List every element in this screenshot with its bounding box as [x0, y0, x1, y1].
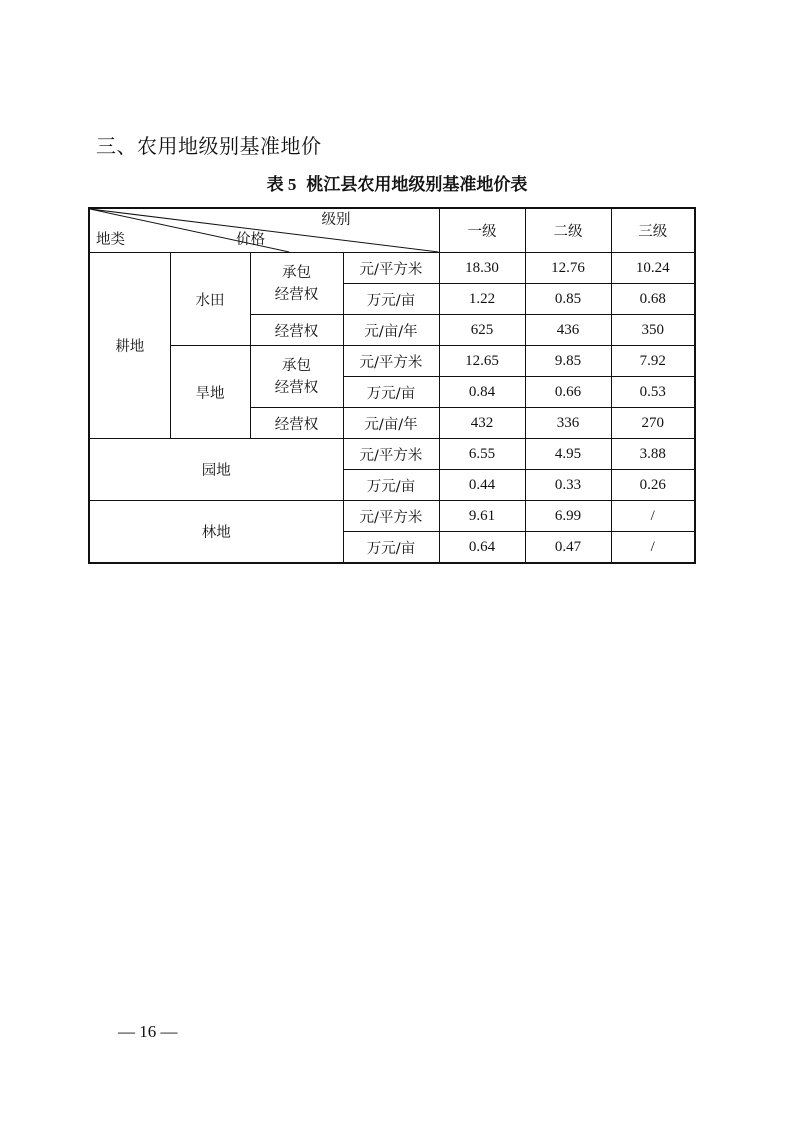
value-cell: 9.61 [439, 501, 525, 532]
header-grade-1: 一级 [439, 208, 525, 253]
paddy-contract-line2: 经营权 [274, 286, 319, 303]
header-grade-label: 级别 [321, 212, 351, 228]
value-cell: 10.24 [611, 253, 695, 284]
value-cell: 0.53 [611, 377, 695, 408]
paddy-contract-line1: 承包 [282, 264, 311, 281]
dry-operation-right-cell: 经营权 [250, 408, 343, 439]
value-cell: 0.26 [611, 470, 695, 501]
unit-cell: 万元/亩 [343, 532, 439, 564]
dry-contract-right-cell [250, 346, 343, 408]
unit-cell: 万元/亩 [343, 284, 439, 315]
value-cell: 7.92 [611, 346, 695, 377]
unit-cell: 万元/亩 [343, 377, 439, 408]
value-cell: 1.22 [439, 284, 525, 315]
value-cell: 6.99 [525, 501, 611, 532]
unit-cell: 元/平方米 [343, 439, 439, 470]
dry-land-cell: 旱地 [170, 346, 250, 439]
forest-land-cell: 林地 [89, 501, 343, 564]
table-row [89, 439, 695, 470]
unit-cell: 万元/亩 [343, 470, 439, 501]
table-number: 表 5 [266, 175, 297, 194]
table-row [89, 346, 695, 377]
unit-cell: 元/亩/年 [343, 408, 439, 439]
unit-cell: 元/平方米 [343, 346, 439, 377]
value-cell: 0.85 [525, 284, 611, 315]
value-cell: 0.84 [439, 377, 525, 408]
value-cell: 436 [525, 315, 611, 346]
value-cell: 18.30 [439, 253, 525, 284]
dry-contract-line1: 承包 [282, 357, 311, 374]
value-cell: 12.76 [525, 253, 611, 284]
unit-cell: 元/平方米 [343, 253, 439, 284]
value-cell: 625 [439, 315, 525, 346]
value-cell: 432 [439, 408, 525, 439]
header-grade-2: 二级 [525, 208, 611, 253]
value-cell: 9.85 [525, 346, 611, 377]
cultivated-land-cell: 耕地 [89, 253, 170, 439]
garden-land-cell: 园地 [89, 439, 343, 501]
paddy-field-cell: 水田 [170, 253, 250, 346]
value-cell: 0.66 [525, 377, 611, 408]
value-cell: 3.88 [611, 439, 695, 470]
table-row [89, 253, 695, 284]
diagonal-header-cell [89, 208, 439, 253]
header-price-label: 价格 [236, 232, 265, 248]
value-cell: 6.55 [439, 439, 525, 470]
value-cell: 0.68 [611, 284, 695, 315]
section-heading: 三、农用地级别基准地价 [96, 134, 322, 158]
page-number: — 16 — [118, 1022, 178, 1041]
value-cell: 350 [611, 315, 695, 346]
dry-contract-line2: 经营权 [274, 379, 319, 396]
paddy-contract-right-cell [250, 253, 343, 315]
paddy-operation-right-cell: 经营权 [250, 315, 343, 346]
value-cell: 0.44 [439, 470, 525, 501]
value-cell: 0.33 [525, 470, 611, 501]
value-cell: 4.95 [525, 439, 611, 470]
value-cell: 270 [611, 408, 695, 439]
table-caption [0, 172, 794, 198]
table-title: 桃江县农用地级别基准地价表 [306, 175, 528, 195]
table-header-row [89, 208, 695, 253]
value-cell: / [611, 532, 695, 564]
table-row [89, 501, 695, 532]
value-cell: 336 [525, 408, 611, 439]
value-cell: 12.65 [439, 346, 525, 377]
unit-cell: 元/亩/年 [343, 315, 439, 346]
value-cell: / [611, 501, 695, 532]
header-land-type-label: 地类 [96, 232, 125, 248]
unit-cell: 元/平方米 [343, 501, 439, 532]
header-grade-3: 三级 [611, 208, 695, 253]
value-cell: 0.64 [439, 532, 525, 564]
value-cell: 0.47 [525, 532, 611, 564]
land-price-table [88, 207, 696, 564]
